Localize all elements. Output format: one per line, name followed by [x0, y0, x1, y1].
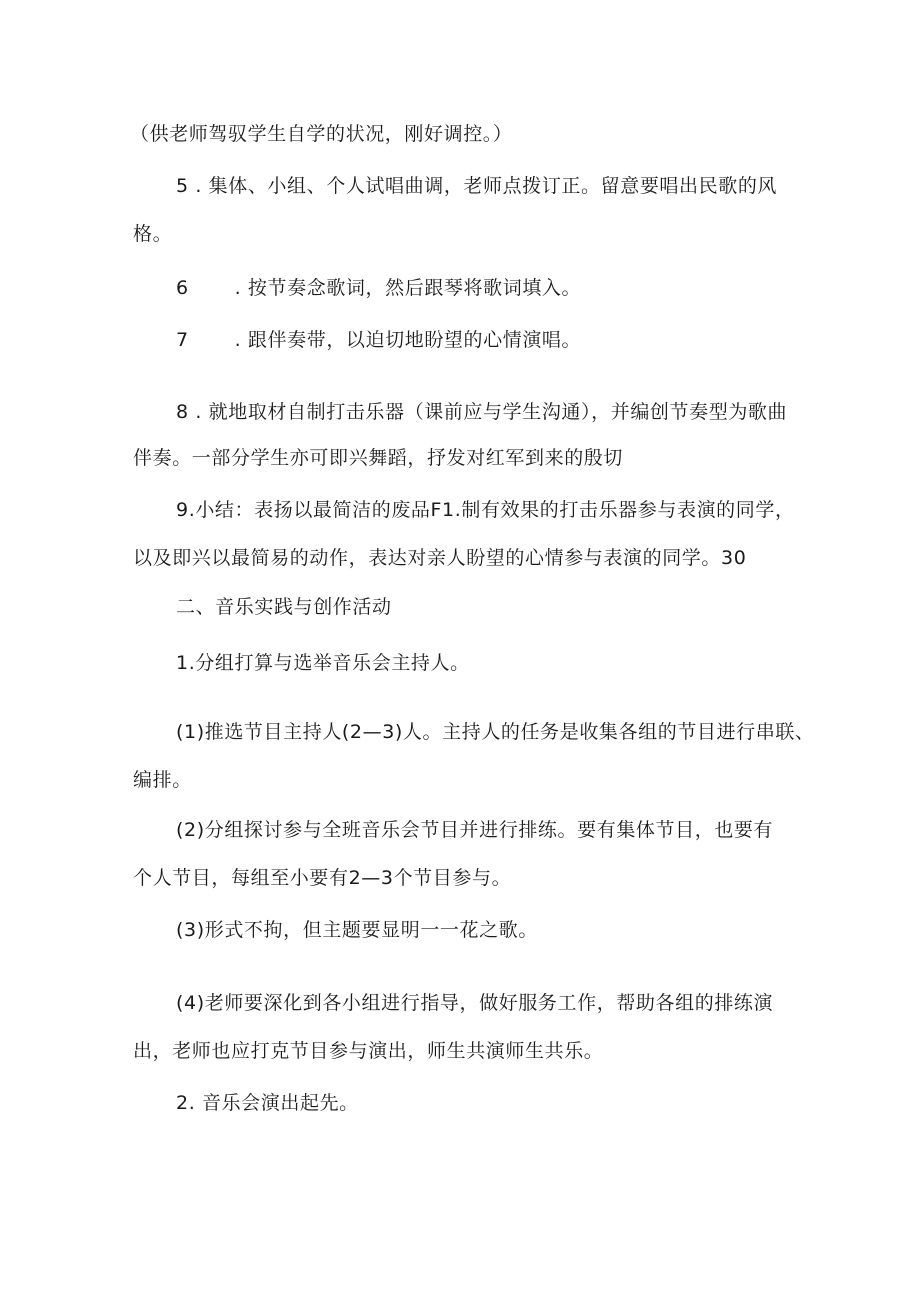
paragraph-line: 9.小结：表扬以最简洁的废品F1.制有效果的打击乐器参与表演的同学， — [176, 499, 795, 521]
paragraph-line: 出，老师也应打克节目参与演出，师生共演师生共乐。 — [133, 1040, 604, 1062]
paragraph-line: (4)老师要深化到各小组进行指导，做好服务工作，帮助各组的排练演 — [176, 992, 774, 1014]
section-heading: 二、音乐实践与创作活动 — [176, 596, 392, 618]
list-text: . 跟伴奏带，以迫切地盼望的心情演唱。 — [228, 329, 582, 351]
list-text: . 集体、小组、个人试唱曲调，老师点拨订正。留意要唱出民歌的风 — [188, 175, 778, 197]
list-number: 6 — [176, 277, 189, 299]
paragraph-line: (1)推选节目主持人(2—3)人。主持人的任务是收集各组的节目进行串联、 — [176, 721, 815, 743]
paragraph-line: (2)分组探讨参与全班音乐会节目并进行排练。要有集体节目，也要有 — [176, 819, 774, 841]
paragraph-line: 格。 — [133, 223, 173, 245]
list-text: . 就地取材自制打击乐器（课前应与学生沟通），并编创节奏型为歌曲 — [188, 401, 788, 423]
paragraph-line — [176, 328, 581, 352]
paragraph-line: （供老师驾驭学生自学的状况，刚好调控。） — [130, 123, 513, 145]
paragraph-line: 伴奏。一部分学生亦可即兴舞蹈，抒发对红军到来的殷切 — [133, 447, 624, 469]
paragraph-line: 编排。 — [133, 769, 192, 791]
paragraph-line: 个人节目，每组至小要有2—3个节目参与。 — [133, 867, 512, 889]
paragraph-line — [176, 174, 777, 198]
paragraph-line — [176, 276, 581, 300]
list-number: 7 — [176, 329, 189, 351]
paragraph-line: (3)形式不拘，但主题要显明一一花之歌。 — [176, 919, 538, 941]
list-text: . 按节奏念歌词，然后跟琴将歌词填入。 — [228, 277, 582, 299]
list-number: 8 — [176, 401, 189, 423]
paragraph-line: 1.分组打算与选举音乐会主持人。 — [176, 652, 470, 674]
list-number: 5 — [176, 175, 189, 197]
paragraph-line: 2. 音乐会演出起先。 — [176, 1092, 359, 1114]
paragraph-line: 以及即兴以最简易的动作，表达对亲人盼望的心情参与表演的同学。30 — [133, 547, 747, 569]
paragraph-line — [176, 400, 787, 424]
